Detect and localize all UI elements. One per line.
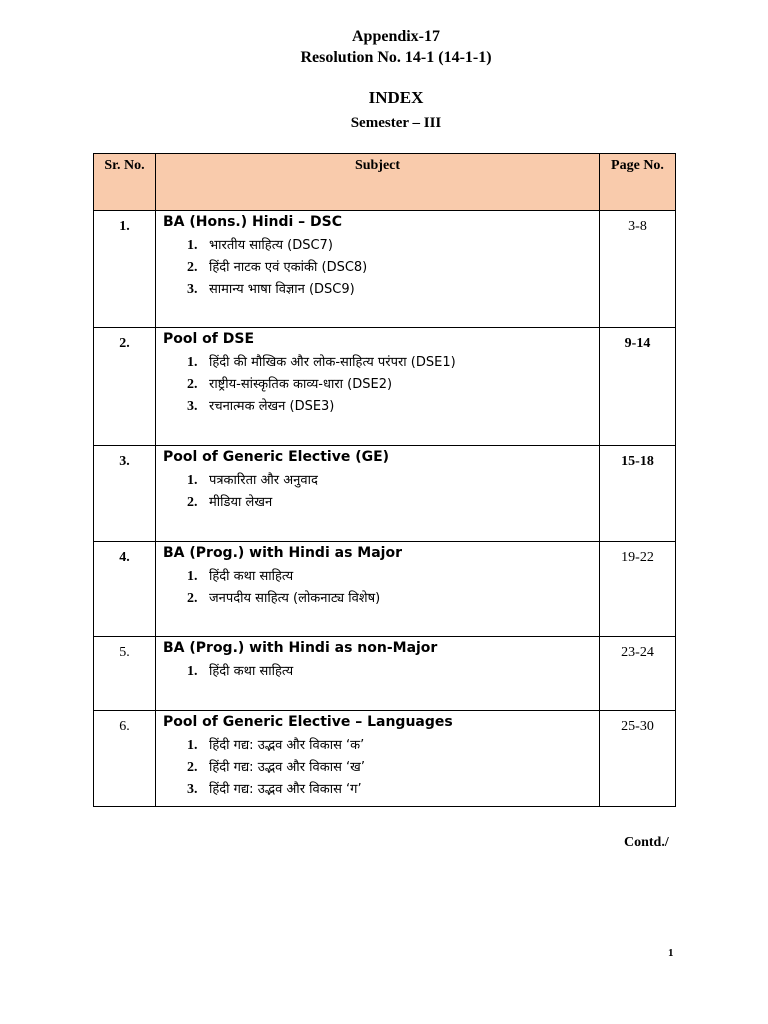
subject-list xyxy=(163,661,599,683)
list-item xyxy=(163,779,599,801)
subject-title: Pool of Generic Elective (GE) xyxy=(163,449,390,465)
semester-title: Semester – III xyxy=(350,115,442,131)
list-item-text: जनपदीय साहित्य (लोकनाट्य विशेष) xyxy=(209,591,381,606)
resolution-title: Resolution No. 14-1 (14-1-1) xyxy=(300,49,492,66)
list-item-number: 2. xyxy=(187,260,198,275)
row-page-no: 3-8 xyxy=(600,211,676,328)
list-item-text: राष्ट्रीय-सांस्कृतिक काव्य-धारा (DSE2) xyxy=(209,377,393,392)
row-sr-no: 1. xyxy=(94,211,156,328)
list-item-number: 1. xyxy=(187,738,198,753)
list-item-number: 1. xyxy=(187,569,198,584)
table-row xyxy=(94,211,676,328)
list-item-text: हिंदी कथा साहित्य xyxy=(209,569,294,584)
list-item xyxy=(163,588,599,610)
row-subject xyxy=(156,446,600,542)
row-page-no: 9-14 xyxy=(600,328,676,446)
list-item-number: 2. xyxy=(187,760,198,775)
table-row xyxy=(94,542,676,637)
list-item-text: हिंदी की मौखिक और लोक-साहित्य परंपरा (DSE1) xyxy=(209,355,456,370)
list-item-text: हिंदी गद्य: उद्भव और विकास ‘क’ xyxy=(209,738,365,753)
list-item-number: 1. xyxy=(187,664,198,679)
subject-title: Pool of Generic Elective – Languages xyxy=(163,714,453,730)
list-item-text: भारतीय साहित्य (DSC7) xyxy=(209,238,333,253)
list-item xyxy=(163,279,599,301)
list-item-number: 3. xyxy=(187,399,198,414)
row-sr-no: 5. xyxy=(94,637,156,711)
list-item-text: मीडिया लेखन xyxy=(209,495,273,510)
list-item-text: हिंदी गद्य: उद्भव और विकास ‘ग’ xyxy=(209,782,362,797)
subject-list xyxy=(163,352,599,418)
subject-list xyxy=(163,735,599,801)
row-subject xyxy=(156,328,600,446)
row-sr-no: 6. xyxy=(94,711,156,807)
list-item-number: 3. xyxy=(187,282,198,297)
row-subject xyxy=(156,637,600,711)
list-item-number: 1. xyxy=(187,355,198,370)
table-row xyxy=(94,637,676,711)
subject-title: BA (Hons.) Hindi – DSC xyxy=(163,214,343,230)
row-page-no: 15-18 xyxy=(600,446,676,542)
list-item xyxy=(163,757,599,779)
subject-title: Pool of DSE xyxy=(163,331,255,347)
list-item-number: 2. xyxy=(187,591,198,606)
list-item-text: रचनात्मक लेखन (DSE3) xyxy=(209,399,335,414)
subject-title: BA (Prog.) with Hindi as non-Major xyxy=(163,640,438,656)
column-header-page-no: Page No. xyxy=(600,154,676,211)
subject-title: BA (Prog.) with Hindi as Major xyxy=(163,545,402,561)
row-sr-no: 4. xyxy=(94,542,156,637)
column-header-sr-no: Sr. No. xyxy=(94,154,156,211)
list-item xyxy=(163,470,599,492)
list-item-text: हिंदी कथा साहित्य xyxy=(209,664,294,679)
subject-list xyxy=(163,566,599,610)
appendix-title: Appendix-17 xyxy=(351,28,441,45)
index-table xyxy=(93,153,676,807)
list-item xyxy=(163,735,599,757)
list-item-number: 2. xyxy=(187,495,198,510)
table-row xyxy=(94,711,676,807)
page-number: 1 xyxy=(668,947,674,959)
list-item xyxy=(163,235,599,257)
list-item-text: हिंदी नाटक एवं एकांकी (DSC8) xyxy=(209,260,368,275)
list-item xyxy=(163,352,599,374)
list-item-text: सामान्य भाषा विज्ञान (DSC9) xyxy=(209,282,355,297)
list-item-text: पत्रकारिता और अनुवाद xyxy=(209,473,318,488)
subject-list xyxy=(163,470,599,514)
row-subject xyxy=(156,542,600,637)
list-item-number: 2. xyxy=(187,377,198,392)
row-page-no: 23-24 xyxy=(600,637,676,711)
row-sr-no: 2. xyxy=(94,328,156,446)
list-item xyxy=(163,257,599,279)
subject-list xyxy=(163,235,599,301)
table-row xyxy=(94,328,676,446)
table-row xyxy=(94,446,676,542)
list-item-number: 1. xyxy=(187,473,198,488)
column-header-subject: Subject xyxy=(156,154,600,211)
list-item xyxy=(163,566,599,588)
list-item-number: 3. xyxy=(187,782,198,797)
row-sr-no: 3. xyxy=(94,446,156,542)
list-item-number: 1. xyxy=(187,238,198,253)
list-item xyxy=(163,661,599,683)
row-subject xyxy=(156,211,600,328)
continued-label: Contd./ xyxy=(624,835,669,850)
index-title: INDEX xyxy=(368,88,424,107)
list-item-text: हिंदी गद्य: उद्भव और विकास ‘ख’ xyxy=(209,760,365,775)
row-subject xyxy=(156,711,600,807)
list-item xyxy=(163,492,599,514)
row-page-no: 19-22 xyxy=(600,542,676,637)
row-page-no: 25-30 xyxy=(600,711,676,807)
list-item xyxy=(163,374,599,396)
list-item xyxy=(163,396,599,418)
table-header-row xyxy=(94,154,676,211)
